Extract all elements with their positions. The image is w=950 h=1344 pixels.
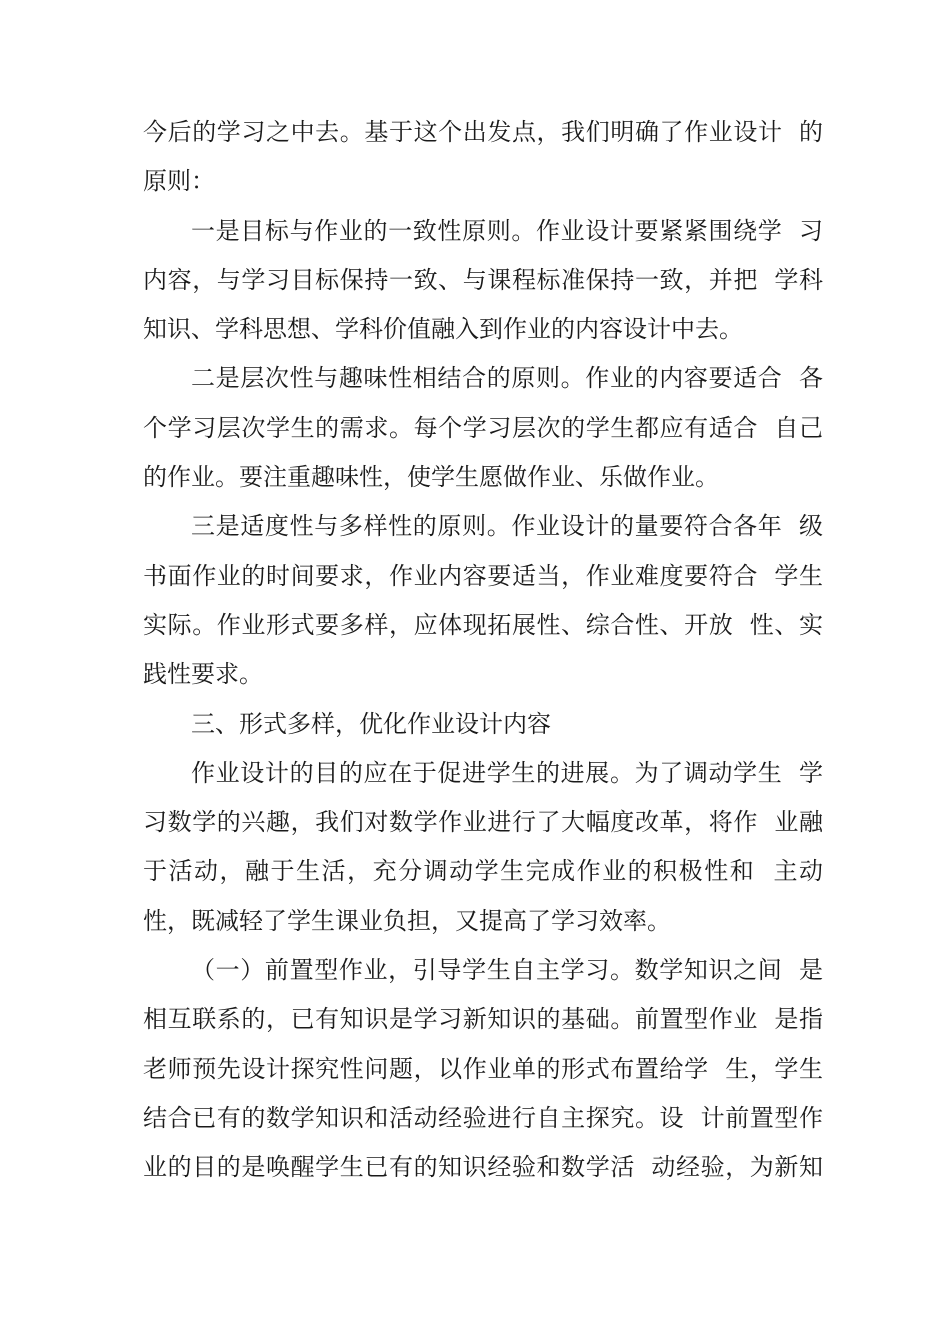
text-line: 习数学的兴趣，我们对数学作业进行了大幅度改革，将作 业融 <box>143 808 823 837</box>
text-line: 一是目标与作业的一致性原则。作业设计要紧紧围绕学 习 <box>191 216 823 245</box>
text-line: 知识、学科思想、学科价值融入到作业的内容设计中去。 <box>143 315 743 344</box>
paragraph <box>143 502 823 699</box>
paragraph <box>143 700 823 749</box>
text-line: 老师预先设计探究性问题，以作业单的形式布置给学 生，学生 <box>143 1054 823 1083</box>
paragraph <box>143 108 823 207</box>
text-line: 个学习层次学生的需求。每个学习层次的学生都应有适合 自己 <box>143 413 823 442</box>
text-line: 原则： <box>143 167 215 196</box>
text-line: 实际。作业形式要多样，应体现拓展性、综合性、开放 性、实 <box>143 610 823 639</box>
text-line: 二是层次性与趣味性相结合的原则。作业的内容要适合 各 <box>191 364 823 393</box>
text-line: 内容，与学习目标保持一致、与课程标准保持一致，并把 学科 <box>143 265 823 294</box>
paragraph <box>143 749 823 946</box>
text-line: 作业设计的目的应在于促进学生的进展。为了调动学生 学 <box>191 758 823 787</box>
text-line: 相互联系的，已有知识是学习新知识的基础。前置型作业 是指 <box>143 1005 823 1034</box>
text-line: 的作业。要注重趣味性，使学生愿做作业、乐做作业。 <box>143 463 719 492</box>
text-line: 业的目的是唤醒学生已有的知识经验和数学活 动经验，为新知 <box>143 1153 823 1182</box>
paragraph <box>143 207 823 355</box>
paragraph <box>143 354 823 502</box>
text-line: 结合已有的数学知识和活动经验进行自主探究。设 计前置型作 <box>143 1103 823 1132</box>
text-line: 今后的学习之中去。基于这个出发点，我们明确了作业设计 的 <box>143 118 823 146</box>
text-line: 于活动，融于生活，充分调动学生完成作业的积极性和 主动 <box>143 857 823 886</box>
text-line: 三、形式多样，优化作业设计内容 <box>191 709 551 738</box>
paragraph <box>143 946 823 1192</box>
text-line: （一）前置型作业，引导学生自主学习。数学知识之间 是 <box>191 956 823 985</box>
text-line: 书面作业的时间要求，作业内容要适当，作业难度要符合 学生 <box>143 561 823 590</box>
text-line: 性，既减轻了学生课业负担，又提高了学习效率。 <box>143 906 671 935</box>
document-body <box>143 108 823 1193</box>
text-line: 践性要求。 <box>143 660 263 689</box>
text-line: 三是适度性与多样性的原则。作业设计的量要符合各年 级 <box>191 512 823 541</box>
